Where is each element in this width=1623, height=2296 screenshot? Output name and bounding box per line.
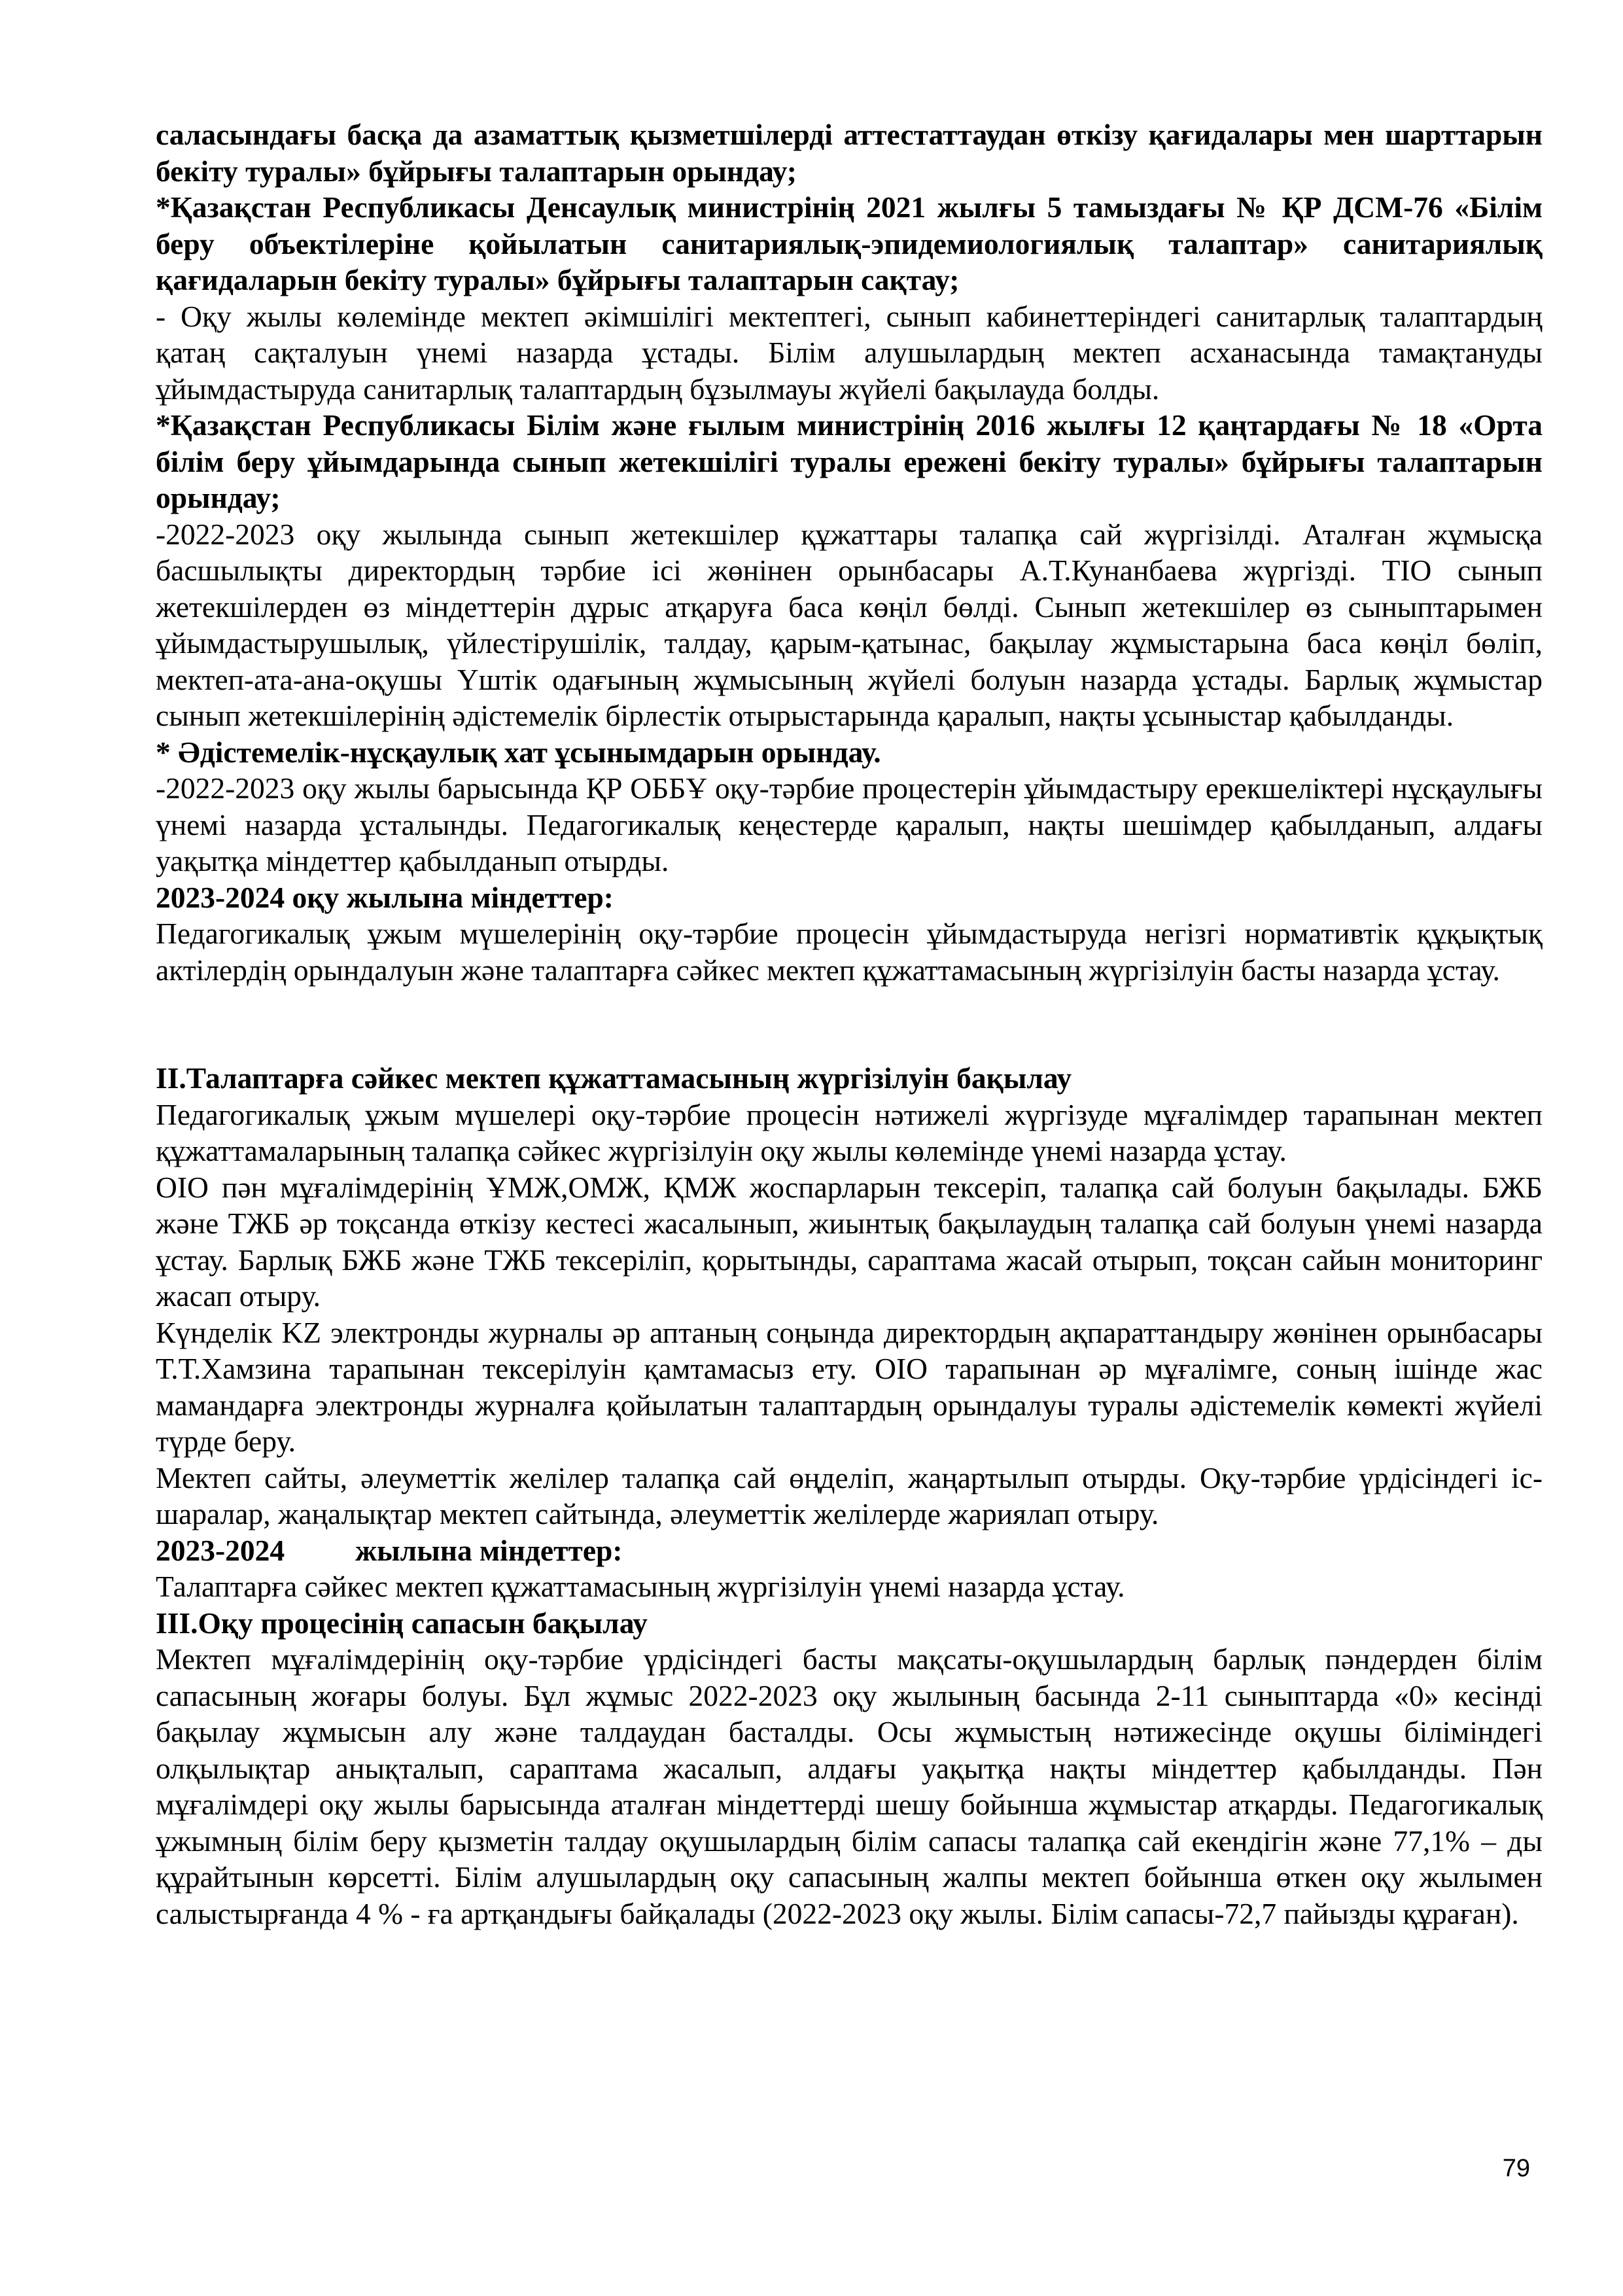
- page-number: 79: [1502, 2155, 1530, 2182]
- heading-year-tasks-label: жылына міндеттер:: [355, 1533, 623, 1567]
- paragraph-electronic-journal: Күнделік KZ электронды журналы әр аптаның соңында директордың ақпараттандыру жөнінен орынбасары Т.Т.Хамзина тарапынан тексерілуін қамтамасыз ету. ОІО тарапынан әр мұғалімге, соның ішінде жас мамандарға электронды журналға қойылатын талаптардың орындалуы туралы әдістемелік көмекті жүйелі түрде беру.: [156, 1315, 1543, 1458]
- paragraph-education-ministry-order: *Қазақстан Республикасы Білім және ғылым министрінің 2016 жылғы 12 қаңтардағы № 18 «Орта білім беру ұйымдарында сынып жетекшілігі туралы ережені бекіту туралы» бұйрығы талаптарын орындау;: [156, 408, 1543, 514]
- paragraph-attestation-rules: саласындағы басқа да азаматтық қызметшілерді аттестаттаудан өткізу қағидалары мен шарттарын бекіту туралы» бұйрығы талаптарын орындау;: [156, 118, 1543, 188]
- section-heading-quality: ІІІ.Оқу процесінің сапасын бақылау: [156, 1606, 648, 1640]
- heading-year-tasks: [156, 1532, 1543, 1569]
- paragraph-class-teachers: -2022-2023 оқу жылында сынып жетекшілер құжаттары талапқа сай жүргізілді. Аталған жұмысқа басшылықты директордың тәрбие ісі жөнінен орынбасары А.Т.Кунанбаева жүргізді. ТІО сынып жетекшілерден өз міндеттерін дұрыс атқаруға баса көңіл бөлді. Сынып жетекшілер өз сыныптарымен ұйымдастырушылық, үйлестірушілік, талдау, қарым-қатынас, бақылау жұмыстарына баса көңіл бөліп, мектеп-ата-ана-оқушы Үштік одағының жұмысының жүйелі болуын назарда ұстады. Барлық жұмыстар сынып жетекшілерінің әдістемелік бірлестік отырыстарында қаралып, нақты ұсыныстар қабылданды.: [156, 517, 1543, 732]
- paragraph-year-tasks-body: Талаптарға сәйкес мектеп құжаттамасының жүргізілуін үнемі назарда ұстау.: [156, 1570, 1125, 1603]
- section-spacer: [156, 988, 1543, 1060]
- paragraph-school-website: Мектеп сайты, әлеуметтік желілер талапқа сай өңделіп, жаңартылып отырды. Оқу-тәрбие үрдісіндегі іс-шаралар, жаңалықтар мектеп сайтында, әлеуметтік желілерде жариялап отыру.: [156, 1460, 1543, 1530]
- paragraph-plans-check: ОІО пән мұғалімдерінің ҰМЖ,ОМЖ, ҚМЖ жоспарларын тексеріп, талапқа сай болуын бақылады. БЖБ және ТЖБ әр тоқсанда өткізу кестесі жасалынып, жиынтық бақылаудың талапқа сай болуын үнемі назарда ұстау. Барлық БЖБ және ТЖБ тексеріліп, қорытынды, сараптама жасай отырып, тоқсан сайын мониторинг жасап отыру.: [156, 1170, 1543, 1313]
- paragraph-methodical-letter: * Әдістемелік-нұсқаулық хат ұсынымдарын орындау.: [156, 735, 881, 769]
- paragraph-quality-control: Мектеп мұғалімдерінің оқу-тәрбие үрдісіндегі басты мақсаты-оқушылардың барлық пәндерден білім сапасының жоғары болуы. Бұл жұмыс 2022-2023 оқу жылының басында 2-11 сыныптарда «0» кесінді бақылау жұмысын алу және талдаудан басталды. Осы жұмыстың нәтижесінде оқушы біліміндегі олқылықтар анықталып, сараптама жасалып, алдағы уақытқа нақты міндеттер қабылданды. Пән мұғалімдері оқу жылы барысында аталған міндеттерді шешу бойынша жұмыстар атқарды. Педагогикалық ұжымның білім беру қызметін талдау оқушылардың білім сапасы талапқа сай екендігін және 77,1% – ды құрайтынын көрсетті. Білім алушылардың оқу сапасының жалпы мектеп бойынша өткен оқу жылымен салыстырғанда 4 % - ға артқандығы байқалады (2022-2023 оқу жылы. Білім сапасы-72,7 пайызды құраған).: [156, 1642, 1543, 1930]
- section-heading-documentation: ІІ.Талаптарға сәйкес мектеп құжаттамасының жүргізілуін бақылау: [156, 1061, 1072, 1095]
- paragraph-educational-process: -2022-2023 оқу жылы барысында ҚР ОББҰ оқу-тәрбие процестерін ұйымдастыру ерекшеліктері нұсқаулығы үнемі назарда ұсталынды. Педагогикалық кеңестерде қаралып, нақты шешімдер қабылданып, алдағы уақытқа міндеттер қабылданып отырды.: [156, 771, 1543, 877]
- paragraph-sanitary-control: - Оқу жылы көлемінде мектеп әкімшілігі мектептегі, сынып кабинеттеріндегі санитарлық талаптардың қатаң сақталуын үнемі назарда ұстады. Білім алушылардың мектеп асханасында тамақтануды ұйымдастыруда санитарлық талаптардың бұзылмауы жүйелі бақылауда болды.: [156, 299, 1543, 406]
- paragraph-health-ministry-order: *Қазақстан Республикасы Денсаулық министрінің 2021 жылғы 5 тамыздағы № ҚР ДСМ-76 «Білім беру объектілеріне қойылатын санитариялық-эпидемиологиялық талаптар» санитариялық қағидаларын бекіту туралы» бұйрығы талаптарын сақтау;: [156, 190, 1543, 296]
- paragraph-tasks-body: Педагогикалық ұжым мүшелерінің оқу-тәрбие процесін ұйымдастыруда негізгі нормативтік құқықтық актілердің орындалуын және талаптарға сәйкес мектеп құжаттамасының жүргізілуін басты назарда ұстау.: [156, 917, 1543, 987]
- heading-tasks-2023-2024: 2023-2024 оқу жылына міндеттер:: [156, 880, 614, 914]
- paragraph-documentation-control: Педагогикалық ұжым мүшелері оқу-тәрбие процесін нәтижелі жүргізуде мұғалімдер тарапынан мектеп құжаттамаларының талапқа сәйкес жүргізілуін оқу жылы көлемінде үнемі назарда ұстау.: [156, 1097, 1543, 1167]
- document-page: [156, 116, 1543, 1932]
- heading-year: 2023-2024: [156, 1533, 285, 1567]
